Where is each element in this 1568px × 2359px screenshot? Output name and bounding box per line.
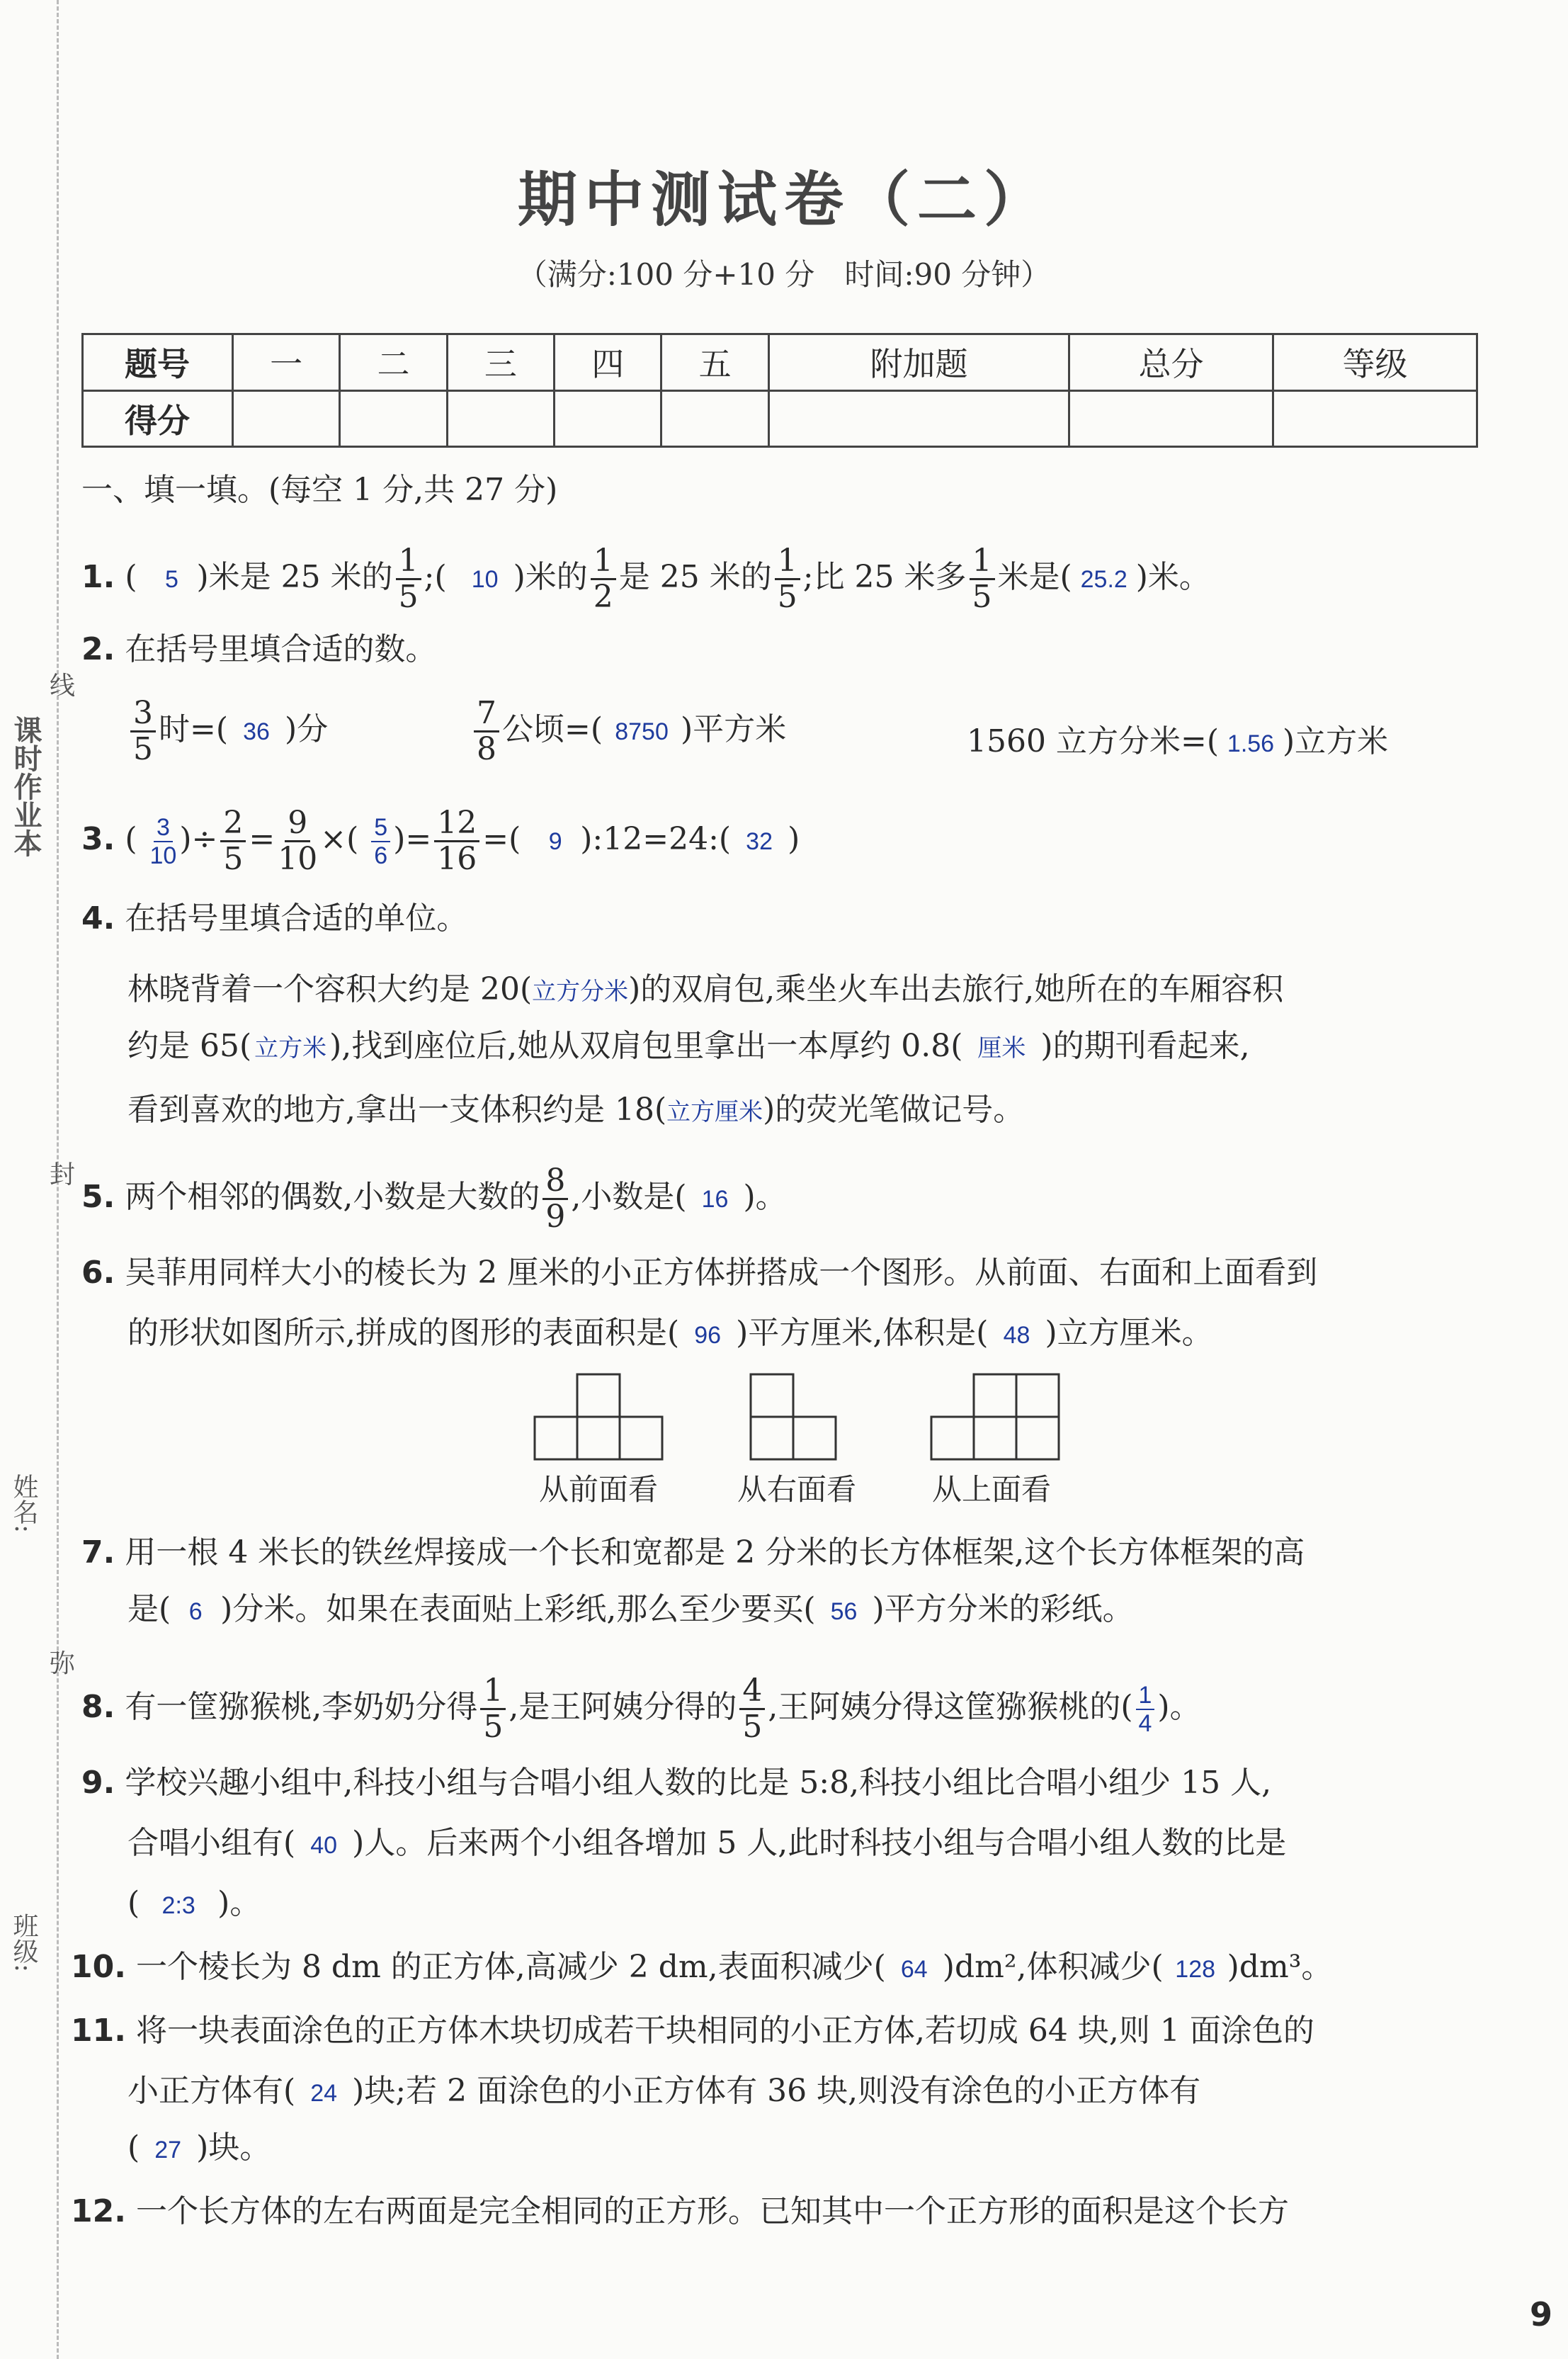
text: )dm²,体积减少( (942, 1949, 1164, 1985)
answer[interactable]: 1.56 (1227, 730, 1275, 757)
question-number: 1. (81, 559, 115, 595)
answer[interactable]: 32 (746, 828, 773, 855)
text: )dm³。 (1227, 1949, 1333, 1985)
text: 一个棱长为 8 dm 的正方体,高减少 2 dm,表面积减少( (135, 1949, 886, 1985)
question-number: 10. (71, 1949, 126, 1985)
text: )立方米 (1283, 723, 1389, 759)
question-number: 9. (81, 1765, 115, 1801)
text: )米。 (1135, 559, 1210, 595)
question-9-line-2 (127, 1825, 1287, 1861)
answer[interactable]: 96 (694, 1322, 722, 1349)
score-header-cell: 四 (555, 334, 661, 391)
top-view-cell (1016, 1374, 1059, 1417)
answer[interactable]: 64 (900, 1956, 928, 1983)
text: 用一根 4 米长的铁丝焊接成一个长和宽都是 2 分米的长方体框架,这个长方体框架的高 (125, 1534, 1305, 1571)
score-header-cell: 总分 (1069, 334, 1273, 391)
score-header-cell: 等级 (1273, 334, 1477, 391)
text: )。 (1157, 1689, 1201, 1725)
text: 小正方体有( (127, 2073, 296, 2109)
fraction: $\frac{1}{5}$ (396, 545, 421, 613)
answer[interactable]: 128 (1175, 1956, 1216, 1983)
text: )块。 (196, 2129, 271, 2166)
score-header-cell: 二 (340, 334, 447, 391)
text: )分 (285, 711, 329, 747)
question-number: 12. (71, 2193, 126, 2229)
text: )的双肩包,乘坐火车出去旅行,她所在的车厢容积 (628, 971, 1284, 1007)
fraction: $\frac{7}{8}$ (474, 698, 499, 765)
answer[interactable]: 25.2 (1080, 566, 1127, 593)
question-4-line-1 (127, 971, 1284, 1007)
answer[interactable]: 立方米 (254, 1035, 327, 1062)
score-table-header-row (83, 334, 1477, 391)
front-view-cell (577, 1417, 620, 1459)
question-11-line-1 (71, 2015, 1314, 2047)
question-10 (71, 1949, 1333, 1985)
question-9-line-1 (81, 1767, 1271, 1799)
top-view-cell (974, 1417, 1016, 1459)
text: )分米。如果在表面贴上彩纸,那么至少要买( (220, 1591, 816, 1627)
text: 在括号里填合适的数。 (125, 631, 437, 667)
question-2-part-c (967, 723, 1389, 759)
front-view-cell (535, 1417, 577, 1459)
score-cell[interactable] (661, 390, 768, 447)
score-header-cell: 题号 (83, 334, 233, 391)
text: ,王阿姨分得这筐猕猴桃的( (768, 1689, 1133, 1725)
question-number: 3. (81, 821, 115, 857)
text: ),找到座位后,她从双肩包里拿出一本厚约 0.8( (329, 1028, 963, 1064)
text: )平方分米的彩纸。 (872, 1591, 1134, 1627)
view-caption-top: 从上面看 (931, 1472, 1051, 1507)
text: 林晓背着一个容积大约是 20( (127, 971, 533, 1007)
answer-fraction[interactable]: $\frac{3}{10}$ (149, 813, 177, 869)
text: )的期刊看起来, (1040, 1028, 1250, 1064)
text: )人。后来两个小组各增加 5 人,此时科技小组与合唱小组人数的比是 (352, 1825, 1287, 1861)
score-table-score-row (83, 390, 1477, 447)
question-4-line-2 (127, 1028, 1250, 1064)
right-view-cell (751, 1417, 793, 1459)
text: )。 (217, 1885, 261, 1921)
fraction: $\frac{2}{5}$ (220, 808, 246, 875)
fraction: $\frac{1}{5}$ (480, 1675, 506, 1743)
answer[interactable]: 27 (154, 2137, 182, 2163)
text: 两个相邻的偶数,小数是大数的 (125, 1179, 540, 1215)
text: 时=( (159, 711, 229, 747)
text: 学校兴趣小组中,科技小组与合唱小组人数的比是 5:8,科技小组比合唱小组少 15 人, (125, 1765, 1272, 1801)
score-cell[interactable] (768, 390, 1069, 447)
question-12 (71, 2193, 1289, 2229)
text: 的形状如图所示,拼成的图形的表面积是( (127, 1315, 680, 1351)
question-2 (81, 631, 437, 667)
answer[interactable]: 8750 (615, 718, 669, 745)
top-view-cell (931, 1417, 974, 1459)
question-7-line-2 (127, 1591, 1134, 1627)
score-cell[interactable] (1069, 390, 1273, 447)
view-caption-right: 从右面看 (737, 1472, 856, 1507)
binding-mark-1: 线 (50, 672, 76, 701)
answer-fraction[interactable]: $\frac{1}{4}$ (1136, 1683, 1155, 1736)
answer[interactable]: 40 (310, 1832, 338, 1859)
question-2-part-b (471, 695, 787, 767)
text: ( (127, 2129, 140, 2166)
text: )块;若 2 面涂色的小正方体有 36 块,则没有涂色的小正方体有 (352, 2073, 1201, 2109)
score-cell[interactable] (1273, 390, 1477, 447)
question-4-line-3 (127, 1094, 1024, 1126)
answer[interactable]: 48 (1003, 1322, 1030, 1349)
score-cell[interactable] (233, 390, 340, 447)
score-header-cell: 五 (661, 334, 768, 391)
question-9-line-3 (127, 1885, 261, 1921)
question-7-line-1 (81, 1534, 1305, 1571)
text: 1560 立方分米=( (967, 723, 1219, 759)
fraction: $\frac{12}{16}$ (434, 808, 479, 875)
question-4 (81, 900, 468, 937)
text: 是 25 米的 (618, 559, 772, 595)
answer[interactable]: 2:3 (161, 1892, 195, 1919)
fraction: $\frac{4}{5}$ (739, 1675, 765, 1743)
question-number: 11. (71, 2013, 126, 2049)
answer[interactable]: 厘米 (977, 1035, 1026, 1062)
text: )的荧光笔做记号。 (763, 1092, 1025, 1128)
answer[interactable]: 6 (188, 1598, 203, 1625)
question-number: 8. (81, 1689, 115, 1725)
score-cell[interactable] (447, 390, 554, 447)
page-number: 9 (1530, 2295, 1553, 2333)
score-cell[interactable] (340, 390, 447, 447)
fraction: $\frac{3}{5}$ (130, 698, 156, 765)
page-title: 期中测试卷（二） (517, 164, 1050, 234)
text: )平方米 (681, 711, 787, 747)
answer[interactable]: 5 (165, 566, 178, 593)
three-view-figure (531, 1371, 1062, 1463)
fraction: $\frac{1}{5}$ (970, 545, 995, 613)
class-label: 班级: (9, 1913, 38, 1973)
text: 公顷=( (502, 711, 603, 747)
right-view-cell (751, 1374, 793, 1417)
front-view-cell (577, 1374, 620, 1417)
text: ( (127, 1885, 140, 1921)
question-number: 6. (81, 1255, 115, 1291)
text: 米的 (525, 559, 588, 595)
text: 有一筐猕猴桃,李奶奶分得 (125, 1689, 478, 1725)
answer[interactable]: 立方分米 (532, 978, 629, 1005)
answer[interactable]: 16 (701, 1186, 729, 1213)
name-label: 姓名: (9, 1473, 38, 1534)
text: )立方厘米。 (1045, 1315, 1213, 1351)
view-caption-front: 从前面看 (538, 1472, 658, 1507)
text: 合唱小组有( (127, 1825, 296, 1861)
section-heading: 一、填一填。(每空 1 分,共 27 分) (81, 472, 558, 508)
spine-text: 课时作业本 (9, 715, 42, 857)
question-number: 7. (81, 1534, 115, 1571)
fraction: $\frac{8}{9}$ (542, 1165, 568, 1233)
top-view-cell (1016, 1417, 1059, 1459)
score-header-cell: 一 (233, 334, 340, 391)
score-row-label: 得分 (83, 390, 233, 447)
answer[interactable]: 立方厘米 (666, 1099, 763, 1126)
question-6-line-1 (81, 1257, 1317, 1289)
question-11-line-2 (127, 2073, 1201, 2109)
right-view-cell (793, 1417, 836, 1459)
text: )平方厘米,体积是( (736, 1315, 989, 1351)
text: 一个长方体的左右两面是完全相同的正方形。已知其中一个正方形的面积是这个长方 (135, 2193, 1289, 2229)
text: ,小数是( (571, 1179, 687, 1215)
text: 看到喜欢的地方,拿出一支体积约是 18( (127, 1092, 667, 1128)
text: 是( (127, 1591, 171, 1627)
text: 将一块表面涂色的正方体木块切成若干块相同的小正方体,若切成 64 块,则 1 面涂色的 (135, 2013, 1314, 2049)
answer[interactable]: 56 (830, 1598, 858, 1625)
question-number: 4. (81, 900, 115, 937)
top-view-cell (974, 1374, 1016, 1417)
question-6-line-2 (127, 1315, 1213, 1351)
question-5 (81, 1162, 787, 1235)
answer[interactable]: 36 (243, 718, 270, 745)
answer-fraction[interactable]: $\frac{5}{6}$ (371, 815, 390, 868)
question-2-part-a (127, 695, 329, 767)
score-cell[interactable] (555, 390, 661, 447)
text: ,是王阿姨分得的 (509, 1689, 737, 1725)
question-8 (81, 1675, 1201, 1743)
text: 米是 25 米的 (208, 559, 393, 595)
binding-mark-2: 封 (50, 1160, 76, 1189)
answer[interactable]: 10 (471, 566, 499, 593)
score-table (81, 333, 1478, 448)
answer[interactable]: 24 (310, 2080, 338, 2107)
score-header-cell: 附加题 (768, 334, 1069, 391)
fraction: $\frac{9}{10}$ (278, 805, 318, 877)
question-number: 5. (81, 1179, 115, 1215)
page-subtitle: （满分:100 分+10 分 时间:90 分钟） (517, 257, 1051, 292)
fraction: $\frac{1}{5}$ (775, 545, 800, 613)
text: ):12=24:( (580, 821, 732, 857)
text: 在括号里填合适的单位。 (125, 900, 468, 937)
text: 约是 65( (127, 1028, 252, 1064)
score-header-cell: 三 (447, 334, 554, 391)
question-3: 3. ( $\frac{3}{10}$ )÷ $\frac{2}{5}$ = $\frac{9}{10}$ ×( $\frac{5}{6}$ )= $\frac{12}{16}$ =( 9 ):12=24:( 32 ) (81, 805, 800, 877)
fraction: $\frac{1}{2}$ (591, 545, 616, 613)
front-view-cell (620, 1417, 662, 1459)
text: 吴菲用同样大小的棱长为 2 厘米的小正方体拼搭成一个图形。从前面、右面和上面看到 (125, 1255, 1318, 1291)
question-11-line-3 (127, 2129, 271, 2166)
binding-mark-3: 弥 (50, 1649, 76, 1678)
question-1: 1. ( 5 )米是 25 米的 $\frac{1}{5}$ ;( 10 )米的 $\frac{1}{2}$ 是 25 米的 $\frac{1}{5}$ ;比 25 米多 $\frac{1}{5}$ 米是( 25.2 )米。 (81, 543, 1210, 615)
text: 米是( (997, 559, 1072, 595)
question-number: 2. (81, 631, 115, 667)
text: )。 (743, 1179, 787, 1215)
text: ;比 25 米多 (802, 559, 967, 595)
answer[interactable]: 9 (548, 828, 562, 855)
